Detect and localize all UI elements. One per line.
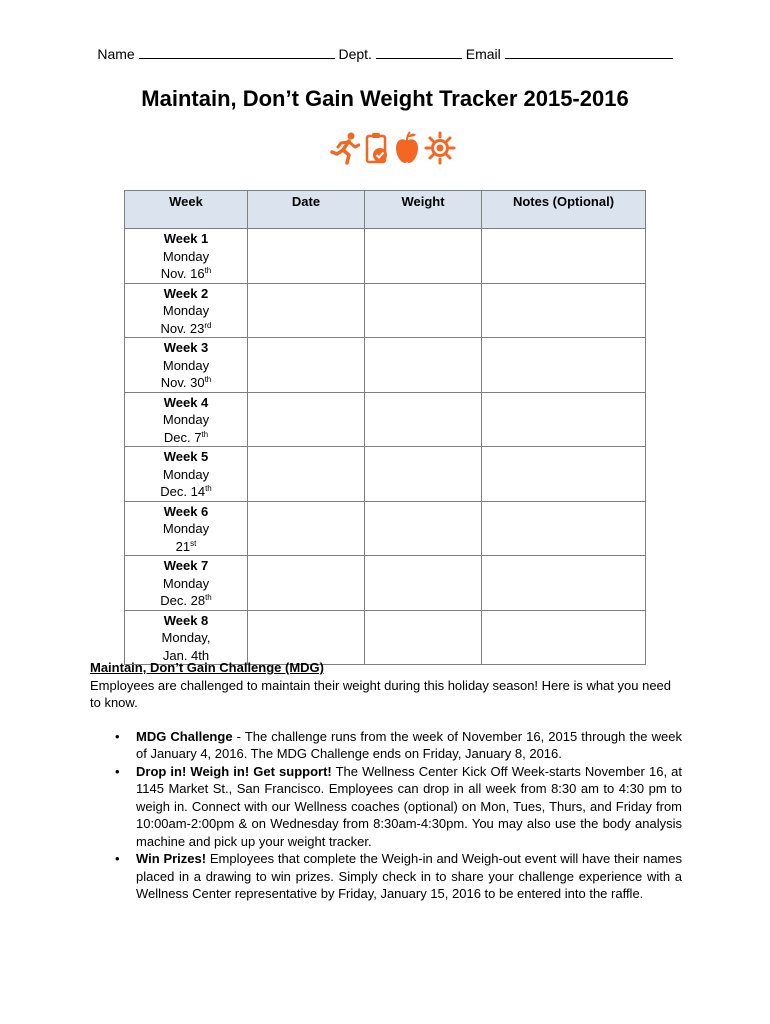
week-date-suffix: th — [205, 593, 212, 602]
week-date: Dec. 28 — [160, 593, 206, 608]
week-cell — [125, 338, 248, 393]
notes-cell[interactable] — [482, 392, 646, 447]
weight-cell[interactable] — [365, 610, 482, 665]
week-day: Monday — [162, 303, 210, 318]
week-day: Monday — [162, 248, 210, 264]
week-date-line — [125, 429, 247, 447]
bullet-text: The Wellness Center Kick Off Week-starts November 16, at 1145 Market St., San Francisco. Employees can drop in all week from 8:30 am to 4:30 pm to weigh in. Connect with our Wellness coaches (optional) on Mon, Tues, Thurs, and Friday from 10:00am-2:00pm & on Wednesday from 8:30am-4:30pm. You may also use the body analysis machine and pick up your weight tracker. — [136, 763, 682, 849]
apple-icon — [394, 131, 420, 165]
date-cell[interactable] — [248, 283, 365, 338]
week-date: Nov. 30 — [160, 375, 205, 390]
week-label: Week 4 — [163, 394, 209, 410]
contact-fields-line — [0, 46, 770, 62]
week-label: Week 1 — [163, 231, 209, 246]
table-header-row — [125, 191, 646, 229]
notes-cell[interactable] — [482, 283, 646, 338]
week-date-line — [125, 538, 247, 556]
email-label: Email — [465, 46, 501, 62]
icon-strip — [330, 131, 456, 167]
bullet-icon: • — [115, 851, 120, 866]
week-label: Week 8 — [163, 612, 209, 628]
weight-cell[interactable] — [365, 447, 482, 502]
week-date-suffix: th — [204, 375, 212, 384]
week-date: Jan. 4th — [162, 647, 210, 663]
bullet-icon: • — [115, 728, 120, 744]
challenge-info — [90, 659, 682, 903]
sun-icon — [424, 131, 456, 165]
date-cell[interactable] — [248, 447, 365, 502]
date-cell[interactable] — [248, 501, 365, 556]
clipboard-check-icon — [364, 131, 390, 165]
bullet-title: Win Prizes! — [136, 851, 207, 866]
week-cell — [125, 229, 248, 284]
name-field[interactable] — [139, 46, 335, 59]
week-date-line — [125, 374, 247, 392]
week-date-suffix: st — [190, 538, 197, 548]
list-item — [90, 728, 682, 763]
date-cell[interactable] — [248, 229, 365, 284]
week-day: Monday — [162, 521, 210, 536]
table-row — [125, 610, 646, 665]
week-cell — [125, 392, 248, 447]
week-label: Week 6 — [163, 503, 209, 519]
week-date-suffix: rd — [204, 320, 212, 330]
column-header-weight: Weight — [365, 191, 482, 229]
running-person-icon — [330, 131, 360, 165]
weight-cell[interactable] — [365, 229, 482, 284]
date-cell[interactable] — [248, 556, 365, 611]
week-label: Week 2 — [163, 285, 209, 301]
week-cell — [125, 447, 248, 502]
week-date: Dec. 7 — [163, 429, 202, 445]
week-date-line — [125, 483, 247, 501]
notes-cell[interactable] — [482, 610, 646, 665]
week-cell — [125, 501, 248, 556]
bullet-text: Employees that complete the Weigh-in and Weigh-out event will have their names placed in a drawing to win prizes. Simply check in to share your challenge experience with a Wellness Center representative by Friday, January 15, 2016 to be entered into the raffle. — [136, 851, 682, 901]
email-field[interactable] — [505, 46, 673, 59]
week-day: Monday, — [161, 630, 211, 645]
weight-cell[interactable] — [365, 501, 482, 556]
notes-cell[interactable] — [482, 447, 646, 502]
table-row — [125, 447, 646, 502]
challenge-intro: Employees are challenged to maintain their weight during this holiday season! Here is what you need to know. — [90, 677, 672, 710]
column-header-date: Date — [248, 191, 365, 229]
table-row — [125, 338, 646, 393]
week-date: 21 — [175, 538, 191, 554]
weight-cell[interactable] — [365, 392, 482, 447]
week-date-line — [125, 592, 247, 610]
column-header-week: Week — [125, 191, 248, 229]
week-date-suffix: th — [204, 266, 212, 275]
date-cell[interactable] — [248, 392, 365, 447]
bullet-icon: • — [115, 763, 120, 779]
table-row — [125, 501, 646, 556]
week-label: Week 3 — [163, 340, 209, 355]
table-row — [125, 556, 646, 611]
week-label: Week 7 — [163, 558, 209, 573]
date-cell[interactable] — [248, 610, 365, 665]
bullet-text: - The challenge runs from the week of November 16, 2015 through the week of January 4, 2016. The MDG Challenge ends on Friday, January 8, 2016. — [136, 728, 682, 761]
week-cell — [125, 610, 248, 665]
table-row — [125, 229, 646, 284]
week-day: Monday — [162, 575, 210, 591]
weight-tracker-table — [124, 190, 646, 665]
notes-cell[interactable] — [482, 556, 646, 611]
list-item — [90, 763, 682, 851]
week-day: Monday — [162, 357, 210, 373]
date-cell[interactable] — [248, 338, 365, 393]
challenge-bullet-list — [90, 728, 682, 903]
notes-cell[interactable] — [482, 501, 646, 556]
challenge-heading: Maintain, Don’t Gain Challenge (MDG) — [90, 660, 324, 675]
dept-label: Dept. — [338, 46, 372, 62]
week-date: Nov. 23 — [160, 320, 205, 336]
week-day: Monday — [162, 466, 210, 482]
dept-field[interactable] — [376, 46, 462, 59]
page-title: Maintain, Don’t Gain Weight Tracker 2015-2016 — [141, 86, 629, 111]
weight-cell[interactable] — [365, 556, 482, 611]
week-date-suffix: th — [205, 484, 212, 493]
notes-cell[interactable] — [482, 338, 646, 393]
week-date-line — [125, 320, 247, 338]
week-date-suffix: th — [201, 429, 209, 439]
weight-cell[interactable] — [365, 283, 482, 338]
week-label: Week 5 — [163, 449, 209, 464]
week-day: Monday — [162, 412, 210, 427]
weight-cell[interactable] — [365, 338, 482, 393]
list-item — [90, 850, 682, 903]
notes-cell[interactable] — [482, 229, 646, 284]
table-row — [125, 283, 646, 338]
week-date: Dec. 14 — [160, 484, 206, 499]
table-row — [125, 392, 646, 447]
column-header-notes: Notes (Optional) — [482, 191, 646, 229]
week-cell — [125, 556, 248, 611]
bullet-title: MDG Challenge — [136, 728, 233, 744]
week-date: Nov. 16 — [160, 266, 205, 281]
name-label: Name — [97, 46, 135, 62]
bullet-title: Drop in! Weigh in! Get support! — [136, 763, 332, 779]
week-date-line — [125, 265, 247, 283]
week-cell — [125, 283, 248, 338]
